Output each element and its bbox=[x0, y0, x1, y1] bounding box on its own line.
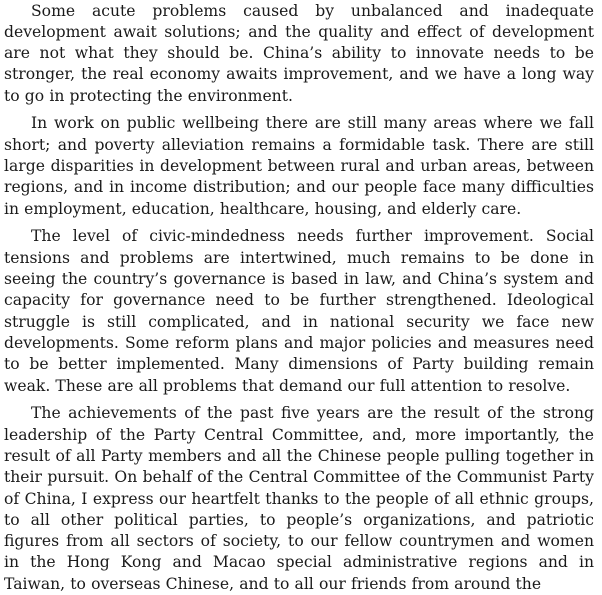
paragraph-development-problems: Some acute problems caused by unbalanced and inadequate development await solutions; and the quality and effect of development are not what they should be. China’s ability to innovate needs to be stronger, the real economy awaits improvement, and we have a long way to go in protecting the environment. bbox=[4, 1, 594, 105]
paragraph-civic-mindedness: The level of civic-mindedness needs further improvement. Social tensions and problems are intertwined, much remains to be done in seeing the country’s governance is based in law, and China’s system and capacity for governance need to be further strengthened. Ideological struggle is still complicated, and in national security we face new developments. Some reform plans and major policies and measures need to be better implemented. Many dimensions of Party building remain weak. These are all problems that demand our full attention to resolve. bbox=[4, 227, 594, 395]
paragraph-achievements: The achievements of the past five years are the result of the strong leadership of the Party Central Committee, and, more importantly, the result of all Party members and all the Chinese people pulling together in their pursuit. On behalf of the Central Committee of the Communist Party of China, I express our heartfelt thanks to the people of all ethnic groups, to all other political parties, to people’s organizations, and patriotic figures from all sectors of society, to our fellow countrymen and women in the Hong Kong and Macao special administrative regions and in Taiwan, to overseas Chinese, and to all our friends from around the bbox=[4, 404, 594, 593]
paragraph-public-wellbeing: In work on public wellbeing there are still many areas where we fall short; and poverty alleviation remains a formidable task. There are still large disparities in development between rural and urban areas, between regions, and in income distribution; and our people face many difficulties in employment, education, healthcare, housing, and elderly care. bbox=[4, 114, 594, 218]
